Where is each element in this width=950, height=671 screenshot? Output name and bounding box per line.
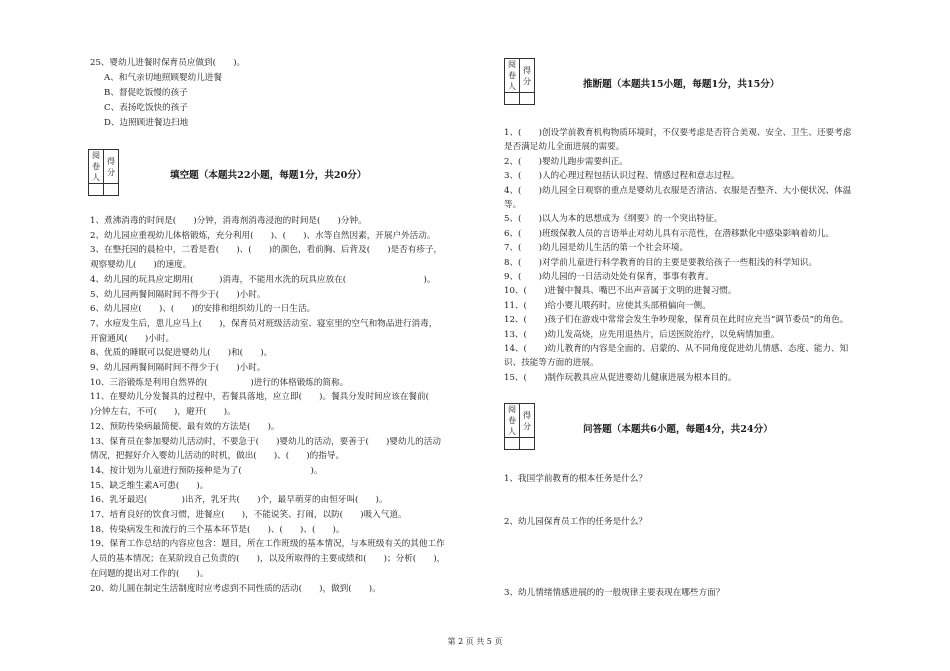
q25-stem: 25、婴幼儿进餐时保育员应做到( )。 bbox=[90, 58, 246, 68]
fill-item-line: )分钟左右，不可( )，避开( )。 bbox=[90, 407, 236, 418]
judge-item-line: 等。 bbox=[504, 200, 522, 210]
judge-item-line: 5、( )以人为本的思想成为《纲要》的一个突出特征。 bbox=[504, 214, 723, 225]
judge-item-line: 4、( )幼儿园全日观察的重点是婴幼儿衣服是否清洁、衣服是否整齐、大小便状况、体温 bbox=[504, 185, 852, 196]
page-footer: 第 2 页 共 5 页 bbox=[447, 637, 503, 646]
fill-item-line: 16、乳牙最迟( )出齐，乳牙共( )个，最早萌芽的由恒牙叫( )。 bbox=[90, 495, 388, 506]
judge-item-line: 9、( )幼儿园的一日活动处处有保育，事事有教育。 bbox=[504, 272, 714, 282]
judge-item-line: 3、( )人的心理过程包括认识过程、情感过程和意志过程。 bbox=[504, 171, 740, 182]
fill-item-line: 19、保育工作总结的内容应包含：题目，所在工作班级的基本情况，与本班级有关的其他工作 bbox=[90, 539, 445, 550]
fill-item-line: 14、按计划为儿童进行预防接种是为了( )。 bbox=[90, 465, 323, 476]
fill-item-line: 20、幼儿圆在制定生活制度时应考虑到不同性质的活动( )，做到( )。 bbox=[90, 583, 381, 594]
reviewer-cell[interactable] bbox=[89, 184, 104, 196]
qa-item-2: 2、幼儿园保育员工作的任务是什么？ bbox=[504, 517, 647, 527]
judge-item-line: 是否满足幼儿全面进展的需要。 bbox=[504, 142, 625, 153]
fill-item-line: 18、传染病发生和流行的三个基本环节是( )、( )、( )。 bbox=[90, 524, 345, 535]
fill-item-line: 9、幼儿园两餐间隔时间不得少于( )小时。 bbox=[90, 363, 266, 373]
judge-item-line: 13、( )幼儿发高烧，应先用退热片，后送医院治疗，以免病情加重。 bbox=[504, 329, 780, 340]
fill-item-line: 12、预防传染病最简便、最有效的方法是( )。 bbox=[90, 421, 280, 432]
fill-item-line: 13、保育员在参加婴幼儿活动时，不要急于( )婴幼儿的活动，要善于( )婴幼儿的活动 bbox=[90, 436, 441, 447]
judge-score-box bbox=[504, 58, 535, 105]
judge-item-line: 1、( )创设学前教育机构物质环境时，不仅要考虑是否符合美观、安全、卫生、还要考虑 bbox=[504, 128, 852, 138]
qa-score-box bbox=[504, 403, 535, 450]
q25-option-a: A、和气亲切地照顾婴幼儿进餐 bbox=[104, 73, 222, 83]
judge-item-line: 14、( )幼儿教育的内容是全面的、启蒙的、从不同角度促进幼儿情感、态度、能力、知 bbox=[504, 344, 849, 354]
judge-item-line: 7、( )幼儿园是幼儿生活的第一个社会环境。 bbox=[504, 243, 689, 254]
fill-item-line: 2、幼儿园应重视幼儿体格锻炼，充分利用( )、( )、水等自然因素，开展户外活动。 bbox=[90, 230, 436, 241]
judge-section-title: 推断题（本题共15小题，每题1分，共15分） bbox=[583, 79, 780, 90]
judge-item-line: 15、( )制作玩教具应从促进婴幼儿健康进展为根本目的。 bbox=[504, 372, 737, 383]
fill-item-line: 1、煮沸消毒的时间是( )分钟，消毒剂消毒浸泡的时间是( )分钟。 bbox=[90, 216, 367, 226]
score-label: 得分 bbox=[520, 59, 535, 93]
fill-item-line: 11、在婴幼儿分发餐具的过程中，若餐具落地，应立即( )。餐具分发时间应该在餐前( bbox=[90, 392, 447, 403]
fill-item-line: 7、水痘发生后，患儿应马上( )，保育员对班级活动室、寝室里的空气和物品进行消毒， bbox=[90, 318, 438, 329]
judge-item-line: 识、技能等方面的进展。 bbox=[504, 358, 599, 369]
qa-item-3: 3、幼儿情绪情感进展的的一般规律主要表现在哪些方面？ bbox=[504, 588, 725, 598]
fill-item-line: 15、缺乏维生素A可患( )。 bbox=[90, 480, 209, 491]
fill-item-line: 10、三浴锻炼是利用自然界的( )进行的体格锻炼的简称。 bbox=[90, 377, 349, 388]
qa-item-1: 1、我国学前教育的根本任务是什么？ bbox=[504, 474, 647, 484]
judge-item-line: 12、( )孩子们在游戏中常常会发生争吵现象，保育员在此时应充当“调节委员”的角色。 bbox=[504, 315, 849, 326]
score-cell[interactable] bbox=[104, 184, 119, 196]
fill-item-line: 情况，把握好介入婴幼儿活动的时机，做出( )、( )的指导。 bbox=[90, 451, 345, 462]
judge-item-line: 11、( )给小婴儿喂药时，应使其头部稍偏向一侧。 bbox=[504, 300, 711, 311]
judge-item-line: 6、( )班级保教人员的言语举止对幼儿具有示范性，在潜移默化中感染影响着幼儿。 bbox=[504, 228, 835, 239]
fill-item-line: 开窗通风( )小时。 bbox=[90, 333, 175, 344]
reviewer-cell[interactable] bbox=[505, 438, 520, 450]
fill-score-box bbox=[88, 149, 119, 196]
fill-item-line: 6、幼儿园应( )、( )的安排和组织幼儿的一日生活。 bbox=[90, 304, 316, 315]
score-cell[interactable] bbox=[520, 93, 535, 105]
reviewer-label: 阅卷人 bbox=[89, 150, 104, 184]
qa-section-title: 问答题（本题共6小题，每题4分，共24分） bbox=[583, 424, 773, 435]
fill-item-line: 在问题的提出对工作的( )。 bbox=[90, 568, 209, 579]
fill-item-line: 4、幼儿园的玩具应定期用( )消毒，不能用水洗的玩具应放在( )。 bbox=[90, 274, 436, 285]
reviewer-cell[interactable] bbox=[505, 93, 520, 105]
judge-item-line: 8、( )对学前儿童进行科学教育的目的主要是要教给孩子一些粗浅的科学知识。 bbox=[504, 257, 817, 268]
score-cell[interactable] bbox=[520, 438, 535, 450]
fill-item-line: 3、在整托园的晨检中，二看是看( )、( )的颜色，看前胸、后背及( )是否有疹子， bbox=[90, 245, 443, 256]
fill-item-line: 17、培育良好的饮食习惯，进餐应( )，不能说笑、打闹，以防( )吸入气道。 bbox=[90, 510, 407, 520]
score-label: 得分 bbox=[104, 150, 119, 184]
reviewer-label: 阅卷人 bbox=[505, 59, 520, 93]
reviewer-label: 阅卷人 bbox=[505, 404, 520, 438]
fill-item-line: 人员的基本情况；在某阶段自己负责的( )，以及所取得的主要成绩和( )；分析( )， bbox=[90, 554, 446, 565]
judge-item-line: 2、( )婴幼儿跑步需要纠正。 bbox=[504, 156, 628, 167]
fill-item-line: 8、优质的睡眠可以促进婴幼儿( )和( )。 bbox=[90, 348, 273, 359]
score-label: 得分 bbox=[520, 404, 535, 438]
q25-option-c: C、表扬吃饭快的孩子 bbox=[104, 103, 188, 113]
fill-item-line: 观察婴幼儿( )的速度。 bbox=[90, 260, 192, 271]
q25-option-b: B、督促吃饭慢的孩子 bbox=[104, 88, 188, 98]
fill-section-title: 填空题（本题共22小题，每题1分，共20分） bbox=[170, 170, 367, 181]
judge-item-line: 10、( )进餐中餐具、嘴巴不出声音属于文明的进餐习惯。 bbox=[504, 286, 737, 297]
fill-item-line: 5、幼儿园两餐间隔时间不得少于( )小时。 bbox=[90, 289, 266, 300]
q25-option-d: D、边照顾进餐边扫地 bbox=[104, 118, 189, 128]
